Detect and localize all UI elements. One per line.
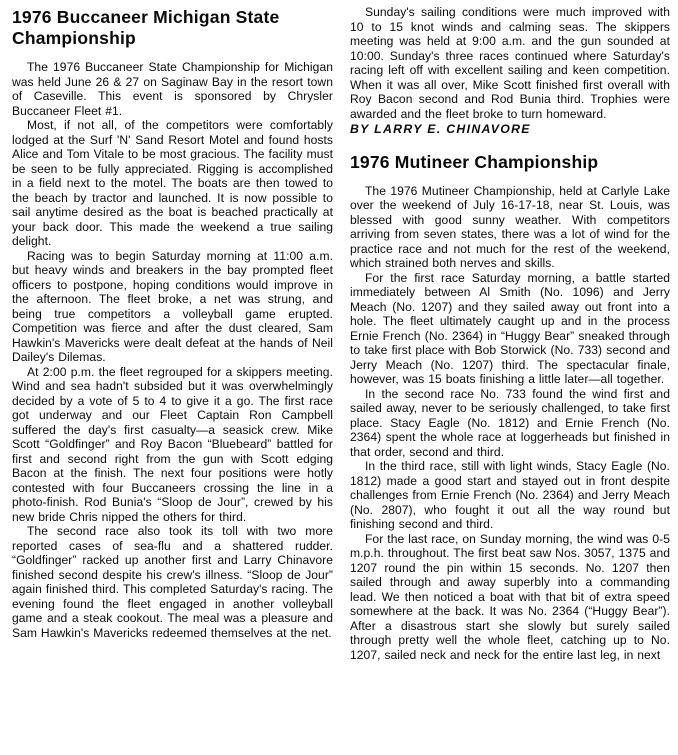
buccaneer-paragraph-2: Most, if not all, of the competitors were comfortably lodged at the Surf 'N' Sand Resort Motel and found hosts Alice and Tom Vitale to be most gracious. The facility must be seen to be fully appreciated. Rigging is accomplished in a field next to the motel. The boats are then towed to the beach by tractor and launched. It is now possible to sail anytime desired as the boat is beached practically at your back door. This made the weekend a true sailing delight. [12, 118, 333, 248]
left-column [12, 5, 333, 755]
article-title-buccaneer: 1976 Buccaneer Michigan State Championship [12, 7, 280, 48]
mutineer-paragraph-1: The 1976 Mutineer Championship, held at Carlyle Lake over the weekend of July 16-17-18, near St. Louis, was blessed with good sunny weather. With competitors arriving from seven states, there was a lot of wind for the practice race and not much for the rest of the weekend, which strained both nerves and skills. [350, 183, 670, 270]
buccaneer-paragraph-4: At 2:00 p.m. the fleet regrouped for a skippers meeting. Wind and sea hadn't subsided but it was overwhelmingly decided by a vote of 5 to 4 to give it a go. The first race got underway and our Fleet Captain Ron Campbell suffered the day's first casualty—a seasick crew. Mike Scott “Goldfinger” and Roy Bacon “Bluebeard” battled for first and second right from the gun with Scott edging Bacon at the finish. The next four positions were hotly contested with four Buccaneers crossing the line in a photo-finish. Rod Bunia's “Sloop de Jour”, crewed by his new bride Chris nipped the others for third. [12, 364, 333, 524]
article-title-mutineer: 1976 Mutineer Championship [350, 151, 599, 172]
buccaneer-paragraph-1: The 1976 Buccaneer State Championship for Michigan was held June 26 & 27 on Saginaw Bay in the resort town of Caseville. This event is sponsored by Chrysler Buccaneer Fleet #1. [12, 60, 333, 118]
mutineer-paragraph-5: For the last race, on Sunday morning, the wind was 0-5 m.p.h. throughout. The first beat saw Nos. 3057, 1375 and 1207 round the pin within 15 seconds. No. 1207 then sailed through and away superbly into a commanding lead. We then noticed a boat with that bit of extra speed somewhere at the back. It was No. 2364 (“Huggy Bear”). After a disastrous start she slowly but surely sailed through pretty well the whole fleet, catching up to No. 1207, sailed neck and neck for the entire last leg, in next [350, 531, 670, 662]
right-column [350, 5, 670, 755]
mutineer-paragraph-2: For the first race Saturday morning, a battle started immediately between Al Smith (No. 1096) and Jerry Meach (No. 1207) and they sailed away out front into a hole. The fleet ultimately caught up and in the process Ernie French (No. 2364) in “Huggy Bear” sneaked through to take first place with Bob Storwick (No. 733) second and Jerry Meach (No. 1207) third. The spectacular finale, however, was 15 boats finishing a little later—all together. [350, 270, 670, 386]
buccaneer-paragraph-5: The second race also took its toll with two more reported cases of sea-flu and a shattered rudder. “Goldfinger” racked up another first and Larry Chinavore finished second despite his crew's illness. “Sloop de Jour” again finished third. This completed Saturday's racing. The evening found the fleet engaged in another volleyball game and a steak cookout. The meal was a pleasure and Sam Hawkin's Mavericks redeemed themselves at the net. [12, 524, 333, 640]
byline: BY LARRY E. CHINAVORE [350, 122, 531, 136]
mutineer-paragraph-4: In the third race, still with light winds, Stacy Eagle (No. 1812) made a good start and stayed out in front despite challenges from Ernie French (No. 2364) and Jerry Meach (No. 2807), who fought it out all the way round but finishing second and third. [350, 459, 670, 531]
buccaneer-paragraph-3: Racing was to begin Saturday morning at 11:00 a.m. but heavy winds and breakers in the bay prompted fleet officers to postpone, hoping conditions would improve in the afternoon. The fleet broke, a net was strung, and being true competitors a volleyball game erupted. Competition was fierce and after the dust cleared, Sam Hawkin's Mavericks were dealt defeat at the hands of Neil Dailey's Dilemas. [12, 248, 333, 364]
mutineer-paragraph-3: In the second race No. 733 found the wind first and sailed away, never to be seriously challenged, to take first place. Stacy Eagle (No. 1812) and Ernie French (No. 2364) spent the whole race at loggerheads but finished in that order, second and third. [350, 386, 670, 459]
buccaneer-paragraph-6: Sunday's sailing conditions were much improved with 10 to 15 knot winds and calming seas. The skippers meeting was held at 9:00 a.m. and the gun sounded at 10:00. Sunday's three races continued where Saturday's racing left off with excellent sailing and keen competition. When it was all over, Mike Scott finished first overall with Roy Bacon second and Rod Bunia third. Trophies were awarded and the fleet broke to turn homeward. [350, 5, 670, 121]
